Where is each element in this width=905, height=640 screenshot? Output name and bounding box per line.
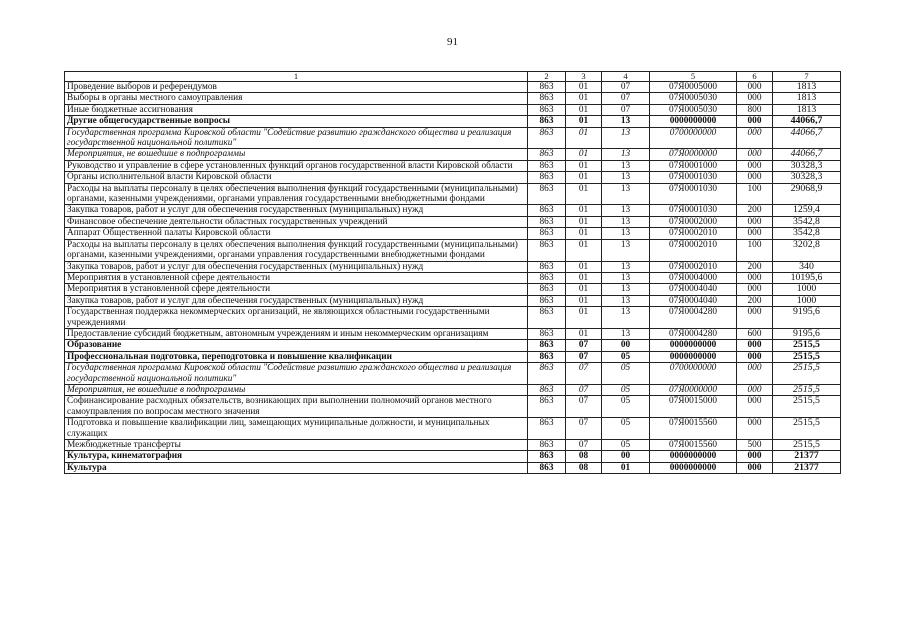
budget-table — [64, 71, 841, 474]
row-name: Органы исполнительной власти Кировской области — [65, 172, 528, 183]
header-col-2: 2 — [528, 72, 566, 82]
row-expense-type: 500 — [737, 440, 773, 451]
row-section-code: 01 — [566, 307, 602, 329]
row-target-article: 07Я0001030 — [650, 172, 737, 183]
row-amount: 1000 — [773, 295, 841, 306]
row-section-code: 07 — [566, 340, 602, 351]
row-expense-type: 000 — [737, 149, 773, 160]
row-expense-type: 000 — [737, 272, 773, 283]
row-amount: 10195,6 — [773, 272, 841, 283]
row-subsection-code: 13 — [602, 149, 650, 160]
table-row — [65, 216, 841, 227]
row-section-code: 01 — [566, 295, 602, 306]
row-section-code: 08 — [566, 451, 602, 462]
row-amount: 21377 — [773, 451, 841, 462]
row-section-code: 01 — [566, 328, 602, 339]
table-row — [65, 284, 841, 295]
table-row — [65, 127, 841, 149]
table-row — [65, 340, 841, 351]
row-amount: 2515,5 — [773, 384, 841, 395]
row-section-code: 01 — [566, 272, 602, 283]
row-expense-type: 000 — [737, 216, 773, 227]
row-target-article: 0000000000 — [650, 451, 737, 462]
row-subsection-code: 13 — [602, 205, 650, 216]
row-subsection-code: 05 — [602, 351, 650, 362]
row-subsection-code: 13 — [602, 284, 650, 295]
row-amount: 1000 — [773, 284, 841, 295]
row-target-article: 0000000000 — [650, 340, 737, 351]
table-row — [65, 205, 841, 216]
row-department-code: 863 — [528, 127, 566, 149]
row-section-code: 07 — [566, 418, 602, 440]
row-target-article: 07Я0001000 — [650, 160, 737, 171]
row-subsection-code: 13 — [602, 160, 650, 171]
row-name: Предоставление субсидий бюджетным, автономным учреждениям и иным некоммерческим организациям — [65, 328, 528, 339]
row-section-code: 07 — [566, 396, 602, 418]
row-subsection-code: 07 — [602, 82, 650, 93]
row-expense-type: 000 — [737, 228, 773, 239]
row-subsection-code: 13 — [602, 272, 650, 283]
row-name: Проведение выборов и референдумов — [65, 82, 528, 93]
table-row — [65, 239, 841, 261]
table-row — [65, 228, 841, 239]
row-expense-type: 000 — [737, 351, 773, 362]
table-row — [65, 384, 841, 395]
row-target-article: 07Я0005030 — [650, 93, 737, 104]
row-name: Закупка товаров, работ и услуг для обеспечения государственных (муниципальных) нужд — [65, 295, 528, 306]
row-expense-type: 200 — [737, 295, 773, 306]
row-name: Расходы на выплаты персоналу в целях обеспечения выполнения функций государственными (муниципальными) органами, казенными учреждениями, органами управления государственными внебюджетными фондами — [65, 183, 528, 205]
row-subsection-code: 13 — [602, 183, 650, 205]
row-amount: 21377 — [773, 462, 841, 473]
row-section-code: 08 — [566, 462, 602, 473]
row-name: Мероприятия в установленной сфере деятельности — [65, 284, 528, 295]
row-target-article: 0700000000 — [650, 127, 737, 149]
row-name: Государственная поддержка некоммерческих организаций, не являющихся областными государственными учреждениями — [65, 307, 528, 329]
header-col-5: 5 — [650, 72, 737, 82]
row-expense-type: 000 — [737, 363, 773, 385]
row-expense-type: 000 — [737, 160, 773, 171]
row-target-article: 07Я0015560 — [650, 440, 737, 451]
row-subsection-code: 13 — [602, 172, 650, 183]
table-row — [65, 93, 841, 104]
table-row — [65, 261, 841, 272]
row-section-code: 01 — [566, 183, 602, 205]
row-subsection-code: 07 — [602, 104, 650, 115]
row-amount: 29068,9 — [773, 183, 841, 205]
row-amount: 2515,5 — [773, 418, 841, 440]
row-target-article: 0000000000 — [650, 116, 737, 127]
row-section-code: 01 — [566, 172, 602, 183]
row-department-code: 863 — [528, 272, 566, 283]
table-body — [65, 82, 841, 474]
row-subsection-code: 13 — [602, 261, 650, 272]
table-row — [65, 116, 841, 127]
row-name: Образование — [65, 340, 528, 351]
row-subsection-code: 13 — [602, 295, 650, 306]
row-amount: 2515,5 — [773, 351, 841, 362]
row-department-code: 863 — [528, 462, 566, 473]
table-row — [65, 328, 841, 339]
row-name: Закупка товаров, работ и услуг для обеспечения государственных (муниципальных) нужд — [65, 261, 528, 272]
row-amount: 44066,7 — [773, 149, 841, 160]
row-department-code: 863 — [528, 149, 566, 160]
row-department-code: 863 — [528, 160, 566, 171]
row-department-code: 863 — [528, 239, 566, 261]
row-section-code: 01 — [566, 149, 602, 160]
row-department-code: 863 — [528, 396, 566, 418]
row-amount: 2515,5 — [773, 396, 841, 418]
row-expense-type: 000 — [737, 82, 773, 93]
row-section-code: 01 — [566, 216, 602, 227]
row-amount: 340 — [773, 261, 841, 272]
table-row — [65, 160, 841, 171]
row-subsection-code: 13 — [602, 116, 650, 127]
row-target-article: 07Я0015000 — [650, 396, 737, 418]
row-subsection-code: 01 — [602, 462, 650, 473]
row-department-code: 863 — [528, 351, 566, 362]
row-section-code: 01 — [566, 160, 602, 171]
row-name: Другие общегосударственные вопросы — [65, 116, 528, 127]
table-row — [65, 351, 841, 362]
header-col-4: 4 — [602, 72, 650, 82]
table-header-row — [65, 72, 841, 82]
row-section-code: 07 — [566, 384, 602, 395]
table-row — [65, 307, 841, 329]
table-row — [65, 183, 841, 205]
table-row — [65, 451, 841, 462]
row-subsection-code: 07 — [602, 93, 650, 104]
row-subsection-code: 13 — [602, 328, 650, 339]
row-expense-type: 200 — [737, 205, 773, 216]
row-department-code: 863 — [528, 228, 566, 239]
row-expense-type: 000 — [737, 116, 773, 127]
row-department-code: 863 — [528, 451, 566, 462]
row-amount: 1813 — [773, 93, 841, 104]
header-col-3: 3 — [566, 72, 602, 82]
row-target-article: 07Я0001030 — [650, 183, 737, 205]
row-expense-type: 000 — [737, 127, 773, 149]
row-subsection-code: 13 — [602, 127, 650, 149]
row-name: Мероприятия, не вошедшие в подпрограммы — [65, 149, 528, 160]
row-target-article: 07Я0004000 — [650, 272, 737, 283]
row-expense-type: 000 — [737, 93, 773, 104]
row-department-code: 863 — [528, 205, 566, 216]
row-department-code: 863 — [528, 328, 566, 339]
row-department-code: 863 — [528, 284, 566, 295]
table-row — [65, 104, 841, 115]
row-department-code: 863 — [528, 440, 566, 451]
row-department-code: 863 — [528, 116, 566, 127]
row-expense-type: 800 — [737, 104, 773, 115]
row-department-code: 863 — [528, 307, 566, 329]
row-subsection-code: 05 — [602, 363, 650, 385]
row-amount: 1259,4 — [773, 205, 841, 216]
row-target-article: 0000000000 — [650, 462, 737, 473]
row-section-code: 07 — [566, 363, 602, 385]
row-subsection-code: 13 — [602, 228, 650, 239]
row-section-code: 01 — [566, 93, 602, 104]
row-name: Подготовка и повышение квалификации лиц, замещающих муниципальные должности, и муниципальных служащих — [65, 418, 528, 440]
row-expense-type: 100 — [737, 239, 773, 261]
row-section-code: 07 — [566, 440, 602, 451]
row-department-code: 863 — [528, 216, 566, 227]
row-name: Аппарат Общественной палаты Кировской области — [65, 228, 528, 239]
table-row — [65, 440, 841, 451]
row-amount: 30328,3 — [773, 172, 841, 183]
row-name: Государственная программа Кировской области "Содействие развитию гражданского общества и реализация государственной национальной политики" — [65, 363, 528, 385]
row-target-article: 07Я0000000 — [650, 384, 737, 395]
page-number: 91 — [447, 36, 458, 48]
row-section-code: 01 — [566, 104, 602, 115]
row-section-code: 01 — [566, 82, 602, 93]
row-subsection-code: 00 — [602, 340, 650, 351]
row-name: Закупка товаров, работ и услуг для обеспечения государственных (муниципальных) нужд — [65, 205, 528, 216]
row-amount: 2515,5 — [773, 340, 841, 351]
header-col-7: 7 — [773, 72, 841, 82]
row-department-code: 863 — [528, 261, 566, 272]
row-name: Руководство и управление в сфере установленных функций органов государственной власти Кировской области — [65, 160, 528, 171]
row-target-article: 0700000000 — [650, 363, 737, 385]
table-row — [65, 172, 841, 183]
row-amount: 1813 — [773, 104, 841, 115]
row-expense-type: 200 — [737, 261, 773, 272]
row-target-article: 07Я0001030 — [650, 205, 737, 216]
row-name: Софинансирование расходных обязательств, возникающих при выполнении полномочий органов местного самоуправления по вопросам местного значения — [65, 396, 528, 418]
row-section-code: 01 — [566, 116, 602, 127]
row-department-code: 863 — [528, 183, 566, 205]
row-amount: 2515,5 — [773, 440, 841, 451]
table-row — [65, 82, 841, 93]
row-amount: 9195,6 — [773, 307, 841, 329]
row-expense-type: 000 — [737, 451, 773, 462]
row-target-article: 07Я0002010 — [650, 228, 737, 239]
row-amount: 44066,7 — [773, 116, 841, 127]
row-expense-type: 000 — [737, 384, 773, 395]
table-row — [65, 295, 841, 306]
table-row — [65, 418, 841, 440]
row-expense-type: 000 — [737, 418, 773, 440]
row-subsection-code: 05 — [602, 396, 650, 418]
row-subsection-code: 13 — [602, 216, 650, 227]
row-expense-type: 000 — [737, 172, 773, 183]
row-name: Расходы на выплаты персоналу в целях обеспечения выполнения функций государственными (муниципальными) органами, казенными учреждениями, органами управления государственными внебюджетными фондами — [65, 239, 528, 261]
row-target-article: 07Я0002010 — [650, 261, 737, 272]
row-department-code: 863 — [528, 418, 566, 440]
row-expense-type: 000 — [737, 307, 773, 329]
row-amount: 2515,5 — [773, 363, 841, 385]
row-amount: 3202,8 — [773, 239, 841, 261]
row-target-article: 07Я0005030 — [650, 104, 737, 115]
row-target-article: 07Я0004040 — [650, 284, 737, 295]
row-department-code: 863 — [528, 340, 566, 351]
table-row — [65, 396, 841, 418]
row-target-article: 07Я0005000 — [650, 82, 737, 93]
row-target-article: 07Я0004280 — [650, 307, 737, 329]
row-target-article: 07Я0015560 — [650, 418, 737, 440]
row-name: Финансовое обеспечение деятельности областных государственных учреждений — [65, 216, 528, 227]
row-subsection-code: 05 — [602, 384, 650, 395]
row-name: Мероприятия в установленной сфере деятельности — [65, 272, 528, 283]
row-name: Мероприятия, не вошедшие в подпрограммы — [65, 384, 528, 395]
row-target-article: 0000000000 — [650, 351, 737, 362]
row-amount: 9195,6 — [773, 328, 841, 339]
header-col-6: 6 — [737, 72, 773, 82]
row-name: Иные бюджетные ассигнования — [65, 104, 528, 115]
row-section-code: 01 — [566, 228, 602, 239]
row-subsection-code: 13 — [602, 239, 650, 261]
row-department-code: 863 — [528, 295, 566, 306]
row-target-article: 07Я0004280 — [650, 328, 737, 339]
row-section-code: 07 — [566, 351, 602, 362]
table-row — [65, 272, 841, 283]
row-name: Государственная программа Кировской области "Содействие развитию гражданского общества и реализация государственной национальной политики" — [65, 127, 528, 149]
row-name: Межбюджетные трансферты — [65, 440, 528, 451]
row-section-code: 01 — [566, 127, 602, 149]
row-section-code: 01 — [566, 284, 602, 295]
row-amount: 3542,8 — [773, 228, 841, 239]
table-row — [65, 149, 841, 160]
row-subsection-code: 05 — [602, 418, 650, 440]
row-name: Культура, кинематография — [65, 451, 528, 462]
table-row — [65, 363, 841, 385]
row-department-code: 863 — [528, 363, 566, 385]
row-name: Выборы в органы местного самоуправления — [65, 93, 528, 104]
row-expense-type: 000 — [737, 462, 773, 473]
row-subsection-code: 00 — [602, 451, 650, 462]
row-subsection-code: 13 — [602, 307, 650, 329]
row-name: Профессиональная подготовка, переподготовка и повышение квалификации — [65, 351, 528, 362]
row-target-article: 07Я0002010 — [650, 239, 737, 261]
row-target-article: 07Я0004040 — [650, 295, 737, 306]
row-department-code: 863 — [528, 384, 566, 395]
row-expense-type: 100 — [737, 183, 773, 205]
row-section-code: 01 — [566, 261, 602, 272]
row-name: Культура — [65, 462, 528, 473]
row-amount: 3542,8 — [773, 216, 841, 227]
row-amount: 30328,3 — [773, 160, 841, 171]
row-target-article: 07Я0000000 — [650, 149, 737, 160]
row-department-code: 863 — [528, 104, 566, 115]
row-section-code: 01 — [566, 205, 602, 216]
row-expense-type: 000 — [737, 340, 773, 351]
row-amount: 44066,7 — [773, 127, 841, 149]
row-target-article: 07Я0002000 — [650, 216, 737, 227]
row-section-code: 01 — [566, 239, 602, 261]
row-expense-type: 000 — [737, 284, 773, 295]
row-department-code: 863 — [528, 93, 566, 104]
row-expense-type: 000 — [737, 396, 773, 418]
row-department-code: 863 — [528, 82, 566, 93]
row-subsection-code: 05 — [602, 440, 650, 451]
table-row — [65, 462, 841, 473]
row-expense-type: 600 — [737, 328, 773, 339]
row-department-code: 863 — [528, 172, 566, 183]
row-amount: 1813 — [773, 82, 841, 93]
header-col-1: 1 — [65, 72, 528, 82]
